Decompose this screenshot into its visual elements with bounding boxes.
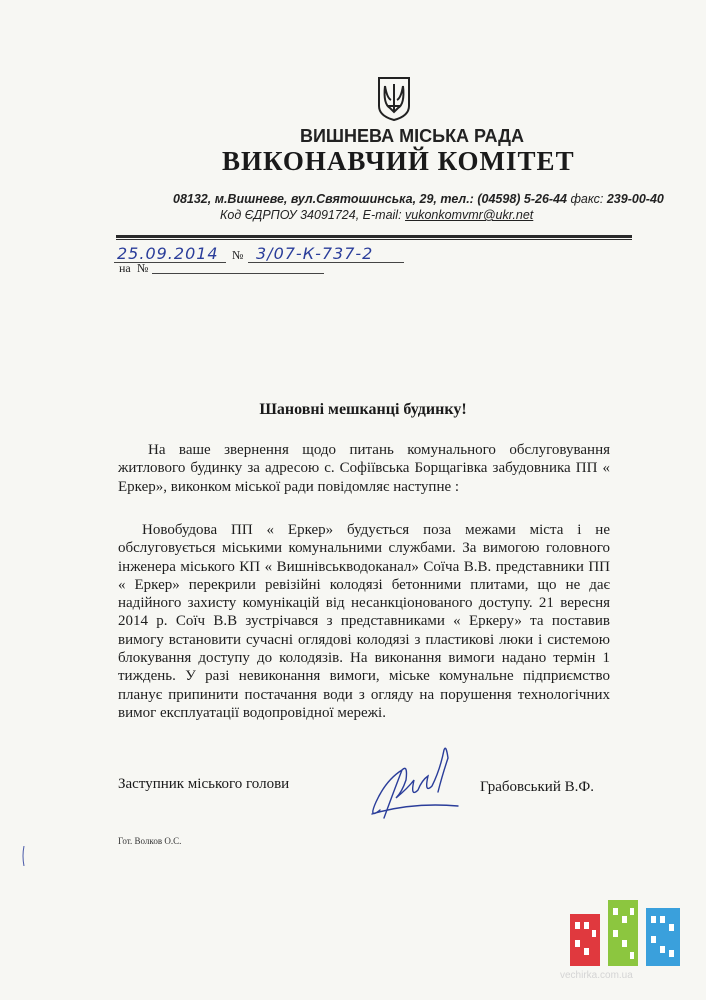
code-email-line bbox=[220, 208, 533, 222]
handwritten-signature bbox=[362, 740, 474, 826]
code-text: Код ЄДРПОУ 34091724, E-mail: bbox=[220, 208, 402, 222]
signatory-name: Грабовський В.Ф. bbox=[480, 779, 594, 795]
email-link[interactable]: vukonkomvmr@ukr.net bbox=[405, 208, 534, 222]
in-reply-label: на bbox=[119, 261, 131, 275]
letterhead-divider-thin bbox=[116, 239, 632, 240]
site-watermark: vechirka.com.ua bbox=[560, 970, 633, 981]
number-underline bbox=[248, 262, 404, 263]
number-sign: № bbox=[232, 248, 244, 262]
fax-label: факс: bbox=[570, 192, 604, 206]
signatory-position: Заступник міського голови bbox=[118, 776, 290, 792]
tryzub-coat-of-arms-icon bbox=[376, 76, 412, 122]
handwritten-date: 25.09.2014 bbox=[117, 244, 219, 263]
in-reply-underline bbox=[152, 273, 324, 274]
body-paragraph-1: На ваше звернення щодо питань комунального обслуговування житлового будинку за адресою с. Софіївська Борщагівка забудовника ПП « Еркер», виконком міської ради повідомляє наступне : bbox=[118, 442, 610, 495]
body-paragraph-2: Новобудова ПП « Еркер» будується поза межами міста і не обслуговується міськими комунальними службами. За вимогою головного інженера міського КП « Вишнівськводоканал» Соїча В.В. представники ПП « Еркер» перекрили ревізійні колодязі бетонними плитами, що не дає надійного захисту комунікацій від несанкціонованого доступу. 21 вересня 2014 р. Соїч В.В зустрічався з представниками « Еркеру» та поставив вимогу встановити сучасні оглядові колодязі з пластикові люки і системою блокування доступу до колодязів. На виконання вимоги надано термін 1 тиждень. У разі невиконання вимоги, міське комунальне підприємство планує припинити постачання води з огляду на порушення технологічних вимог експлуатації водопровідної мережі. bbox=[118, 522, 610, 721]
council-name: ВИШНЕВА МІСЬКА РАДА bbox=[300, 126, 524, 146]
committee-name: ВИКОНАВЧИЙ КОМІТЕТ bbox=[222, 146, 575, 176]
phone-number: (04598) 5-26-44 bbox=[477, 192, 567, 206]
letterhead-divider-thick bbox=[116, 235, 632, 238]
address-line bbox=[173, 192, 664, 206]
address-text: 08132, м.Вишневе, вул.Святошинська, 29, тел.: bbox=[173, 192, 474, 206]
in-reply-number-sign: № bbox=[137, 261, 149, 275]
handwritten-outgoing-number: 3/07-К-737-2 bbox=[256, 244, 374, 263]
ink-margin-mark bbox=[22, 846, 25, 866]
fax-number: 239-00-40 bbox=[606, 192, 664, 206]
prepared-by-note: Гот. Волков О.С. bbox=[118, 836, 182, 846]
salutation: Шановні мешканці будинку! bbox=[259, 401, 467, 418]
building-logo-icon bbox=[570, 900, 682, 966]
